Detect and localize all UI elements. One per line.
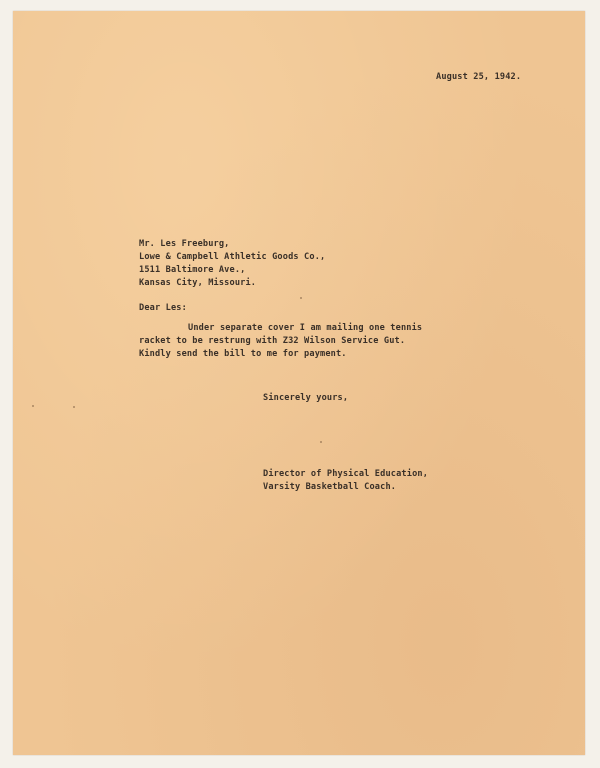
closing: Sincerely yours, bbox=[263, 393, 349, 403]
recipient-street: 1511 Baltimore Ave., bbox=[139, 265, 246, 275]
letter-date: August 25, 1942. bbox=[436, 72, 522, 82]
body-line: racket to be restrung with Z32 Wilson Service Gut. bbox=[139, 336, 406, 346]
paper-speck bbox=[32, 405, 34, 407]
recipient-name: Mr. Les Freeburg, bbox=[139, 239, 230, 249]
paper-speck bbox=[320, 441, 322, 443]
signature-title: Director of Physical Education, bbox=[263, 469, 429, 479]
paper-speck bbox=[73, 406, 75, 408]
recipient-city: Kansas City, Missouri. bbox=[139, 278, 257, 288]
salutation: Dear Les: bbox=[139, 303, 187, 313]
body-line: Under separate cover I am mailing one tennis bbox=[188, 323, 423, 333]
paper-speck bbox=[300, 297, 302, 299]
recipient-company: Lowe & Campbell Athletic Goods Co., bbox=[139, 252, 326, 262]
signature-title: Varsity Basketball Coach. bbox=[263, 482, 397, 492]
letter-sheet bbox=[13, 11, 585, 755]
body-line: Kindly send the bill to me for payment. bbox=[139, 349, 347, 359]
